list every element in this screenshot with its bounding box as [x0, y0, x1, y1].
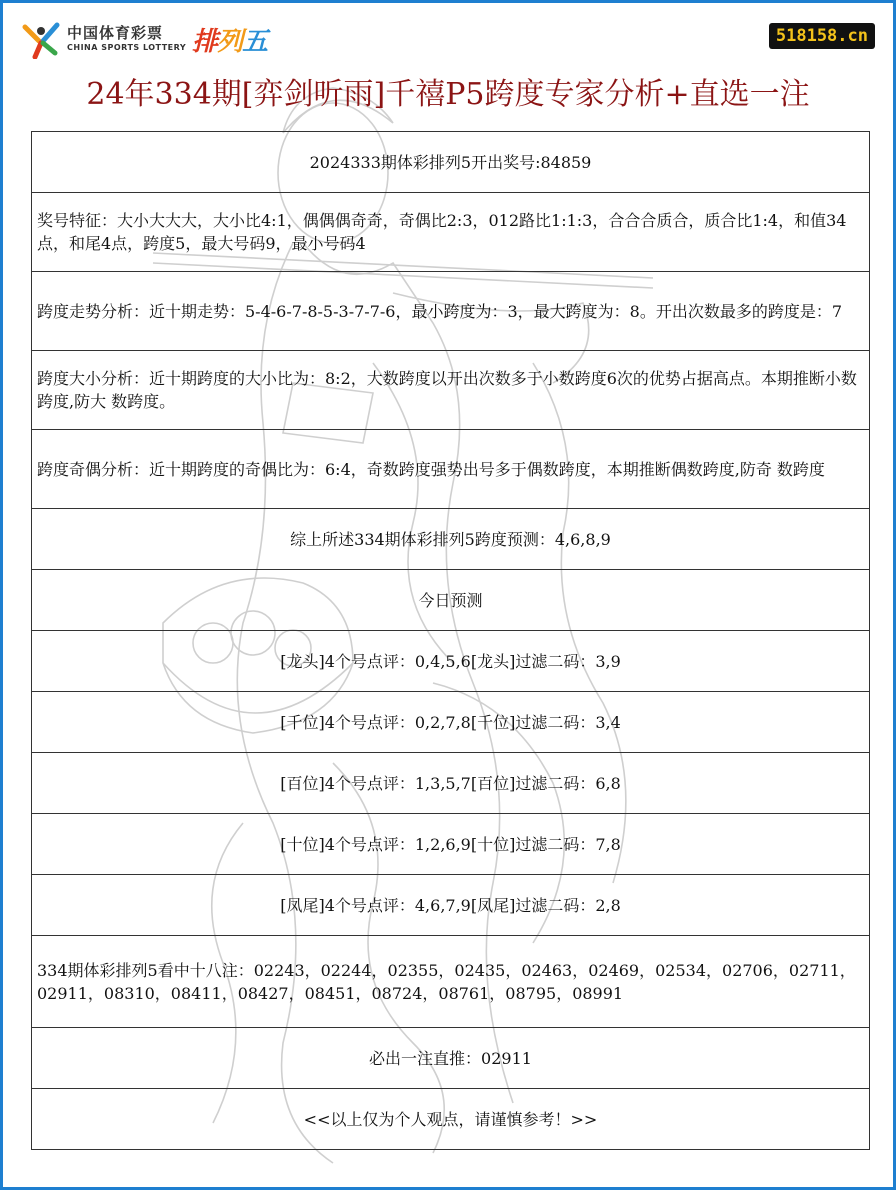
logo-game-char-1: 排: [192, 26, 218, 57]
table-row-previous-draw: 2024333期体彩排列5开出奖号:84859: [32, 132, 870, 193]
logo-game-name: [192, 21, 267, 58]
site-domain-badge[interactable]: 518158.cn: [769, 23, 875, 49]
logo-game-char-3: 五: [242, 26, 268, 57]
table-row-today-prediction-heading: 今日预测: [32, 570, 870, 631]
table-row-eighteen-picks: 334期体彩排列5看中十八注：02243，02244，02355，02435，02463，02469，02534，02706，02711，02911，08310，08411，08427，08451，08724，08761，08795，08991: [32, 936, 870, 1028]
table-row-number-features: 奖号特征：大小大大大，大小比4:1，偶偶偶奇奇，奇偶比2:3，012路比1:1:3，合合合质合，质合比1:4，和值34点，和尾4点，跨度5，最大号码9，最小号码4: [32, 193, 870, 272]
table-row-span-parity: 跨度奇偶分析：近十期跨度的奇偶比为：6:4，奇数跨度强势出号多于偶数跨度，本期推断偶数跨度,防奇 数跨度: [32, 430, 870, 509]
logo-game-char-2: 列: [217, 26, 243, 57]
table-row-position-thousands: [千位]4个号点评：0,2,7,8[千位]过滤二码：3,4: [32, 692, 870, 753]
table-row-position-tail: [凤尾]4个号点评：4,6,7,9[凤尾]过滤二码：2,8: [32, 875, 870, 936]
table-row-span-trend: 跨度走势分析：近十期走势：5-4-6-7-8-5-3-7-7-6，最小跨度为：3，最大跨度为：8。开出次数最多的跨度是：7: [32, 272, 870, 351]
table-row-span-prediction: 综上所述334期体彩排列5跨度预测：4,6,8,9: [32, 509, 870, 570]
table-row-position-hundreds: [百位]4个号点评：1,3,5,7[百位]过滤二码：6,8: [32, 753, 870, 814]
lottery-logo: [21, 17, 267, 61]
table-row-single-pick: 必出一注直推：02911: [32, 1028, 870, 1089]
analysis-table: [31, 131, 870, 1150]
table-row-position-head: [龙头]4个号点评：0,4,5,6[龙头]过滤二码：3,9: [32, 631, 870, 692]
page-title: 24年334期[弈剑听雨]千禧P5跨度专家分析+直选一注: [86, 77, 810, 112]
logo-english-text: CHINA SPORTS LOTTERY: [67, 43, 187, 52]
table-row-span-size: 跨度大小分析：近十期跨度的大小比为：8:2，大数跨度以开出次数多于小数跨度6次的优势占据高点。本期推断小数跨度,防大 数跨度。: [32, 351, 870, 430]
logo-chinese-text: 中国体育彩票: [67, 24, 164, 42]
table-row-disclaimer: <<以上仅为个人观点，请谨慎参考！>>: [32, 1089, 870, 1150]
lottery-logo-icon: [21, 19, 61, 59]
table-row-position-tens: [十位]4个号点评：1,2,6,9[十位]过滤二码：7,8: [32, 814, 870, 875]
